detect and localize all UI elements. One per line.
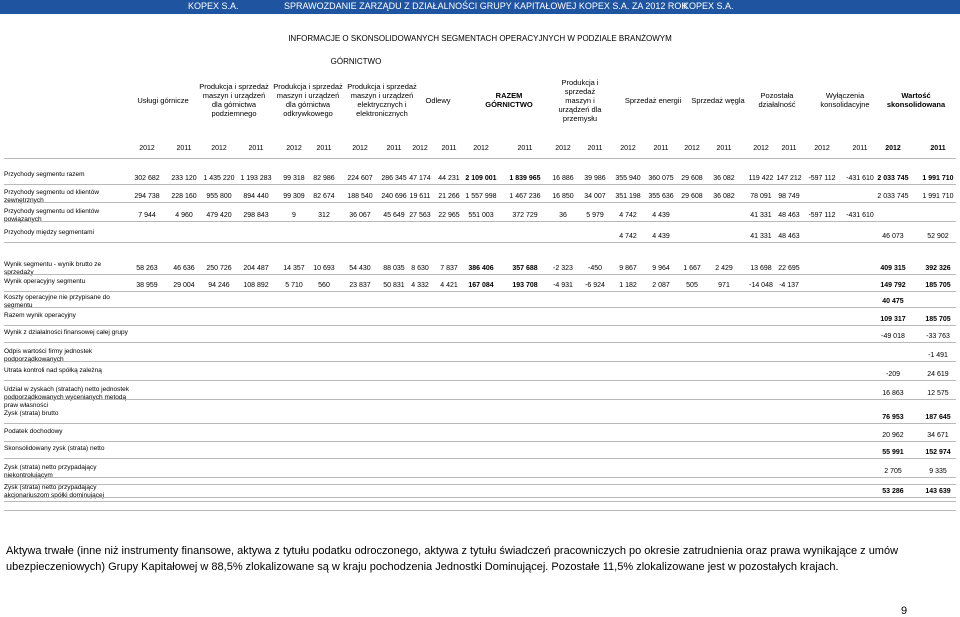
table-cell: 1 991 710 xyxy=(922,175,954,182)
table-cell: 48 463 xyxy=(778,233,800,240)
year-label: 2012 xyxy=(555,145,571,152)
table-cell: 13 698 xyxy=(750,265,772,272)
table-cell: 4 960 xyxy=(175,212,193,219)
table-cell: 36 082 xyxy=(713,175,735,182)
table-cell: 1 557 998 xyxy=(465,193,497,200)
table-cell: 505 xyxy=(686,282,698,289)
table-title: INFORMACJE O SKONSOLIDOWANYCH SEGMENTACH OPERACYJNYCH W PODZIALE BRANŻOWYM xyxy=(288,34,672,43)
row-label: Wynik segmentu - wynik brutto ze sprzedaży xyxy=(4,261,102,276)
table-cell: 34 007 xyxy=(584,193,606,200)
table-cell: 4 332 xyxy=(411,282,429,289)
year-label: 2011 xyxy=(653,145,669,152)
table-cell: 4 742 xyxy=(619,233,637,240)
column-header: Sprzedaż węgla xyxy=(691,95,745,105)
table-cell: 22 965 xyxy=(438,212,460,219)
row-divider xyxy=(4,291,956,292)
table-cell: -597 112 xyxy=(808,175,836,182)
table-cell: 2 705 xyxy=(884,468,902,475)
table-cell: 29 608 xyxy=(681,175,703,182)
table-cell: 9 xyxy=(292,212,296,219)
table-cell: 1 435 220 xyxy=(203,175,235,182)
table-cell: 351 198 xyxy=(615,193,641,200)
row-divider xyxy=(4,380,956,381)
group-label-gornictwo: GÓRNICTWO xyxy=(330,57,382,66)
table-cell: 1 667 xyxy=(683,265,701,272)
table-cell: 9 964 xyxy=(652,265,670,272)
year-label: 2011 xyxy=(852,145,868,152)
column-header: Produkcja i sprzedaż maszyn i urządzeń dla przemysłu xyxy=(558,77,602,123)
table-cell: 21 266 xyxy=(438,193,460,200)
row-divider xyxy=(4,221,956,222)
table-cell: 39 986 xyxy=(584,175,606,182)
table-cell: 4 421 xyxy=(440,282,458,289)
table-cell: 386 406 xyxy=(468,265,494,272)
table-cell: -209 xyxy=(885,371,900,378)
table-cell: -431 610 xyxy=(846,212,874,219)
table-cell: 971 xyxy=(718,282,730,289)
table-cell: 41 331 xyxy=(750,233,772,240)
table-cell: 8 630 xyxy=(411,265,429,272)
row-label: Zysk (strata) netto przypadający niekontrolującym xyxy=(4,464,97,479)
table-cell: 76 953 xyxy=(882,414,904,421)
table-cell: 53 286 xyxy=(882,488,904,495)
column-header: Wartość skonsolidowana xyxy=(886,91,946,109)
table-cell: 7 837 xyxy=(440,265,458,272)
column-header: RAZEM GÓRNICTWO xyxy=(485,91,533,109)
table-cell: 119 422 xyxy=(748,175,774,182)
table-cell: 40 475 xyxy=(882,298,904,305)
row-label: Podatek dochodowy xyxy=(4,428,63,435)
table-cell: 78 091 xyxy=(750,193,772,200)
table-cell: 2 033 745 xyxy=(877,175,909,182)
table-cell: 392 326 xyxy=(925,265,951,272)
table-cell: -597 112 xyxy=(808,212,836,219)
table-cell: 193 708 xyxy=(512,282,538,289)
table-cell: 41 331 xyxy=(750,212,772,219)
row-label: Koszty operacyjne nie przypisane do segmentu xyxy=(4,294,110,309)
table-cell: 302 682 xyxy=(134,175,160,182)
column-header: Odlewy xyxy=(425,95,451,105)
table-cell: 149 792 xyxy=(880,282,906,289)
table-cell: 224 607 xyxy=(347,175,373,182)
table-cell: 250 726 xyxy=(206,265,232,272)
table-cell: 82 986 xyxy=(313,175,335,182)
year-label: 2012 xyxy=(620,145,636,152)
table-cell: 45 649 xyxy=(383,212,405,219)
table-cell: 7 944 xyxy=(138,212,156,219)
column-header: Produkcja i sprzedaż maszyn i urządzeń dla górnictwa odkrywkowego xyxy=(273,82,343,118)
table-cell: -33 763 xyxy=(926,333,950,340)
table-cell: 1 839 965 xyxy=(509,175,541,182)
year-label: 2011 xyxy=(930,145,946,152)
year-label: 2012 xyxy=(412,145,428,152)
table-cell: 185 705 xyxy=(925,282,951,289)
table-cell: 2 033 745 xyxy=(877,193,909,200)
row-label: Zysk (strata) netto przypadający akcjonariuszom spółki dominującej xyxy=(4,484,105,499)
table-cell: 9 335 xyxy=(929,468,947,475)
table-cell: 23 837 xyxy=(349,282,371,289)
row-divider xyxy=(4,202,956,203)
table-cell: 5 979 xyxy=(586,212,604,219)
column-header: Wyłączenia konsolidacyjne xyxy=(820,91,870,109)
table-cell: 24 619 xyxy=(927,371,949,378)
table-cell: 38 959 xyxy=(136,282,158,289)
row-label: Udział w zyskach (stratach) netto jednostek podporządkowanych wycenianych metodą praw własności xyxy=(4,386,129,409)
table-cell: 52 902 xyxy=(927,233,949,240)
table-cell: 1 467 236 xyxy=(509,193,541,200)
table-cell: 58 263 xyxy=(136,265,158,272)
year-label: 2011 xyxy=(781,145,797,152)
table-cell: 46 073 xyxy=(882,233,904,240)
row-divider xyxy=(4,342,956,343)
table-cell: 1 991 710 xyxy=(922,193,954,200)
table-cell: 27 563 xyxy=(409,212,431,219)
table-cell: 360 075 xyxy=(648,175,674,182)
table-cell: 14 357 xyxy=(283,265,305,272)
table-cell: -4 931 xyxy=(553,282,573,289)
year-label: 2012 xyxy=(286,145,302,152)
table-cell: 10 693 xyxy=(313,265,335,272)
table-cell: 228 160 xyxy=(171,193,197,200)
footnote: Aktywa trwałe (inne niż instrumenty finansowe, aktywa z tytułu podatku odroczonego, aktywa z tytułu świadczeń pracowniczych po okresie zatrudnienia oraz prawa wynikające z umów ubezpieczeniowych) Grupy Kapitałowej w 88,5% zlokalizowane są w kraju pochodzenia Jednostki Dominującej. Pozostałe 11,5% zlokalizowane jest w pozostałych krajach. xyxy=(6,545,899,573)
table-cell: 185 705 xyxy=(925,316,951,323)
table-cell: 233 120 xyxy=(171,175,197,182)
table-cell: 20 962 xyxy=(882,432,904,439)
row-divider xyxy=(4,423,956,424)
year-label: 2012 xyxy=(352,145,368,152)
row-label: Wynik z działalności finansowej całej grupy xyxy=(4,329,128,336)
table-cell: 187 645 xyxy=(925,414,951,421)
table-cell: 55 991 xyxy=(882,449,904,456)
table-cell: 109 317 xyxy=(880,316,906,323)
table-cell: -14 048 xyxy=(749,282,773,289)
column-header: Produkcja i sprzedaż maszyn i urządzeń dla górnictwa podziemnego xyxy=(199,82,269,118)
table-cell: 99 309 xyxy=(283,193,305,200)
row-divider xyxy=(4,477,956,478)
row-divider xyxy=(4,325,956,326)
table-cell: 88 035 xyxy=(383,265,405,272)
table-cell: 16 886 xyxy=(552,175,574,182)
year-label: 2012 xyxy=(473,145,489,152)
year-label: 2012 xyxy=(139,145,155,152)
table-cell: 298 843 xyxy=(243,212,269,219)
row-label: Skonsolidowany zysk (strata) netto xyxy=(4,445,105,452)
year-label: 2011 xyxy=(176,145,192,152)
table-cell: 29 004 xyxy=(173,282,195,289)
table-cell: 409 315 xyxy=(880,265,906,272)
row-label: Zysk (strata) brutto xyxy=(4,410,59,417)
year-label: 2012 xyxy=(684,145,700,152)
table-cell: 54 430 xyxy=(349,265,371,272)
year-label: 2012 xyxy=(885,145,901,152)
table-cell: 551 003 xyxy=(468,212,494,219)
table-cell: 5 710 xyxy=(285,282,303,289)
table-cell: 312 xyxy=(318,212,330,219)
row-divider xyxy=(4,441,956,442)
row-divider xyxy=(4,458,956,459)
row-label: Przychody segmentu od klientów powiązanych xyxy=(4,208,100,223)
table-cell: 372 729 xyxy=(512,212,538,219)
year-label: 2011 xyxy=(248,145,264,152)
table-cell: 560 xyxy=(318,282,330,289)
row-label: Utrata kontroli nad spółką zależną xyxy=(4,367,102,374)
row-divider xyxy=(4,510,956,511)
table-cell: 36 xyxy=(559,212,567,219)
table-cell: 167 084 xyxy=(468,282,494,289)
row-divider xyxy=(4,497,956,498)
table-cell: -1 491 xyxy=(928,352,948,359)
year-label: 2011 xyxy=(587,145,603,152)
table-cell: 240 696 xyxy=(381,193,407,200)
table-cell: 479 420 xyxy=(206,212,232,219)
table-cell: 12 575 xyxy=(927,390,949,397)
table-cell: -450 xyxy=(587,265,602,272)
column-header: Sprzedaż energii xyxy=(624,95,682,105)
row-divider xyxy=(4,274,956,275)
table-cell: -6 924 xyxy=(585,282,605,289)
table-cell: 47 174 xyxy=(409,175,431,182)
row-label: Wynik operacyjny segmentu xyxy=(4,278,86,285)
table-cell: 9 867 xyxy=(619,265,637,272)
year-label: 2011 xyxy=(517,145,533,152)
year-label: 2011 xyxy=(716,145,732,152)
table-cell: 204 487 xyxy=(243,265,269,272)
table-cell: 36 082 xyxy=(713,193,735,200)
table-cell: 46 636 xyxy=(173,265,195,272)
year-label: 2012 xyxy=(753,145,769,152)
table-cell: 143 639 xyxy=(925,488,951,495)
column-header: Pozostała działalność xyxy=(758,91,796,109)
row-label: Przychody segmentu razem xyxy=(4,171,85,178)
table-cell: -431 610 xyxy=(846,175,874,182)
table-cell: 1 182 xyxy=(619,282,637,289)
header-left: KOPEX S.A. xyxy=(188,1,239,11)
table-cell: 188 540 xyxy=(347,193,373,200)
table-cell: 355 636 xyxy=(648,193,674,200)
table-cell: 19 611 xyxy=(409,193,431,200)
table-cell: 108 892 xyxy=(243,282,269,289)
header-right: KOPEX S.A. xyxy=(683,1,734,11)
table-cell: 147 212 xyxy=(776,175,802,182)
row-label: Odpis wartości firmy jednostek podporządkowanych xyxy=(4,348,93,363)
row-divider xyxy=(4,501,956,502)
table-cell: 48 463 xyxy=(778,212,800,219)
row-divider xyxy=(4,242,956,243)
table-cell: 16 850 xyxy=(552,193,574,200)
table-cell: 1 193 283 xyxy=(240,175,272,182)
table-cell: 36 067 xyxy=(349,212,371,219)
year-label: 2012 xyxy=(814,145,830,152)
table-cell: -49 018 xyxy=(881,333,905,340)
row-label: Przychody między segmentami xyxy=(4,229,94,236)
table-cell: -4 137 xyxy=(779,282,799,289)
table-cell: 22 695 xyxy=(778,265,800,272)
header-center: SPRAWOZDANIE ZARZĄDU Z DZIAŁALNOŚCI GRUPY KAPITAŁOWEJ KOPEX S.A. ZA 2012 ROK xyxy=(284,1,688,11)
table-cell: -2 323 xyxy=(553,265,573,272)
table-cell: 2 087 xyxy=(652,282,670,289)
row-divider xyxy=(4,399,956,400)
table-cell: 2 109 001 xyxy=(465,175,497,182)
row-divider xyxy=(4,184,956,185)
year-label: 2011 xyxy=(441,145,457,152)
year-label: 2011 xyxy=(386,145,402,152)
row-divider xyxy=(4,361,956,362)
year-label: 2012 xyxy=(211,145,227,152)
table-cell: 4 439 xyxy=(652,233,670,240)
table-cell: 99 318 xyxy=(283,175,305,182)
table-cell: 4 742 xyxy=(619,212,637,219)
table-cell: 44 231 xyxy=(438,175,460,182)
table-cell: 894 440 xyxy=(243,193,269,200)
year-label: 2011 xyxy=(316,145,332,152)
column-header: Produkcja i sprzedaż maszyn i urządzeń elektrycznych i elektronicznych xyxy=(347,82,417,118)
table-cell: 152 974 xyxy=(925,449,951,456)
table-cell: 286 345 xyxy=(381,175,407,182)
page-number: 9 xyxy=(901,605,908,617)
row-divider xyxy=(4,307,956,308)
table-cell: 50 831 xyxy=(383,282,405,289)
row-label: Razem wynik operacyjny xyxy=(4,312,76,319)
row-divider xyxy=(4,158,956,159)
table-cell: 16 863 xyxy=(882,390,904,397)
table-cell: 34 671 xyxy=(927,432,949,439)
table-cell: 955 800 xyxy=(206,193,232,200)
table-cell: 98 749 xyxy=(778,193,800,200)
table-cell: 94 246 xyxy=(208,282,230,289)
row-label: Przychody segmentu od klientów zewnętrznych xyxy=(4,189,100,204)
table-cell: 2 429 xyxy=(715,265,733,272)
table-cell: 4 439 xyxy=(652,212,670,219)
table-cell: 357 688 xyxy=(512,265,538,272)
table-cell: 294 738 xyxy=(134,193,160,200)
row-divider xyxy=(4,484,956,485)
column-header: Usługi górnicze xyxy=(137,95,189,105)
table-cell: 82 674 xyxy=(313,193,335,200)
table-cell: 29 608 xyxy=(681,193,703,200)
table-cell: 355 940 xyxy=(615,175,641,182)
